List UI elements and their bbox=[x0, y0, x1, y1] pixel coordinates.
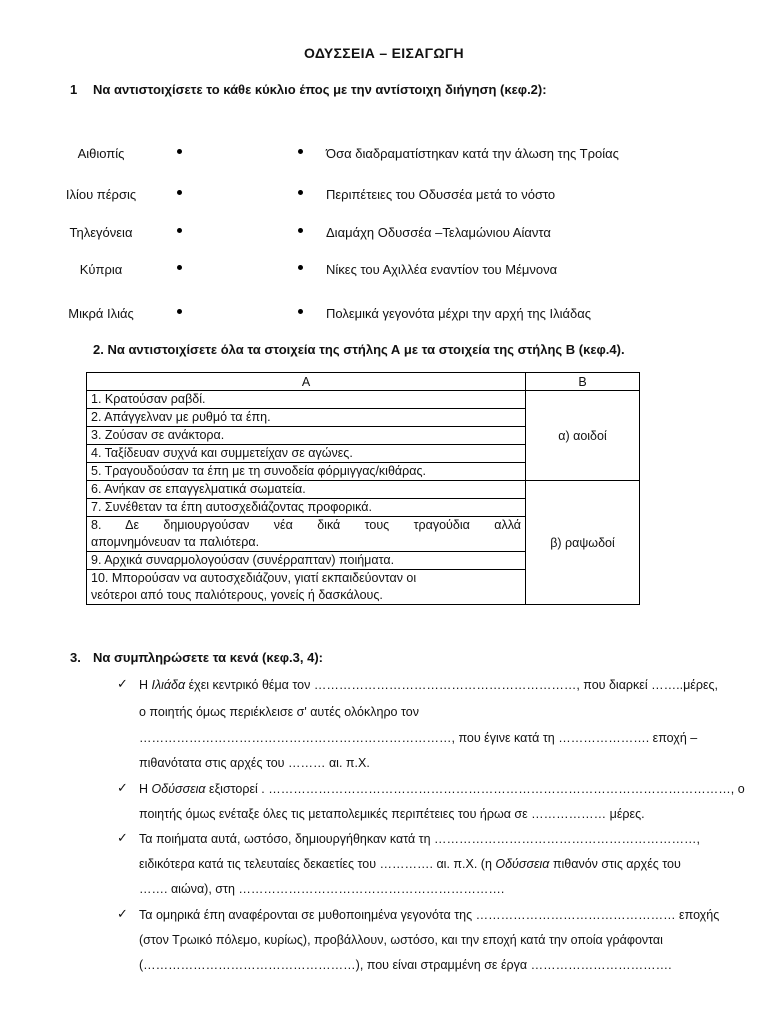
statement-5: 5. Τραγουδούσαν τα έπη με τη συνοδεία φόρμιγγας/κιθάρας. bbox=[87, 463, 526, 481]
check-icon: ✓ bbox=[117, 830, 128, 845]
bullet-right-2 bbox=[298, 190, 303, 195]
table-row bbox=[87, 481, 640, 499]
text-run: ειδικότερα κατά τις τελευταίες δεκαετίες του …………. αι. π.Χ. (η bbox=[139, 857, 496, 871]
fill-blank-1-line-4: πιθανότατα στις αρχές του ……… αι. π.Χ. bbox=[139, 756, 370, 770]
statement-9: 9. Αρχικά συναρμολογούσαν (συνέρραπταν) ποιήματα. bbox=[87, 552, 526, 570]
statement-8-line-1: 8. Δε δημιουργούσαν νέα δικά τους τραγούδια αλλά bbox=[91, 518, 521, 532]
q1-instruction: Να αντιστοιχίσετε το κάθε κύκλιο έπος με την αντίστοιχη διήγηση (κεφ.2): bbox=[93, 82, 547, 97]
narrative-right-4: Νίκες του Αχιλλέα εναντίον του Μέμνονα bbox=[326, 262, 558, 277]
fill-blank-3-line-3: ……. αιώνα), στη ………………………………………………………. bbox=[139, 882, 505, 896]
matching-table bbox=[86, 372, 640, 605]
fill-blank-2-line-1 bbox=[139, 782, 745, 796]
epic-left-4: Κύπρια bbox=[79, 262, 123, 277]
fill-blank-4-line-1: Τα ομηρικά έπη αναφέρονται σε μυθοποιημένα γεγονότα της ………………………………………… εποχής bbox=[139, 908, 720, 922]
epic-left-1: Αιθιοπίς bbox=[77, 146, 125, 161]
statement-10-line-2: νεότεροι από τους παλιότερους, γονείς ή δασκάλους. bbox=[91, 588, 383, 602]
narrative-right-3: Διαμάχη Οδυσσέα –Τελαμώνιου Αίαντα bbox=[326, 225, 551, 240]
page-title: ΟΔΥΣΣΕΙΑ – ΕΙΣΑΓΩΓΗ bbox=[304, 45, 464, 61]
text-run: εξιστορεί . …………………………………………………………………………………………………, ο bbox=[205, 782, 745, 796]
statement-2: 2. Απάγγελναν με ρυθμό τα έπη. bbox=[87, 409, 526, 427]
italic-title: Ιλιάδα bbox=[151, 678, 186, 692]
statement-10-line-1: 10. Μπορούσαν να αυτοσχεδιάζουν, γιατί εκπαιδεύονταν οι bbox=[91, 571, 417, 585]
q3-instruction: Να συμπληρώσετε τα κενά (κεφ.3, 4): bbox=[93, 650, 324, 665]
text-run: πιθανόν στις αρχές του bbox=[549, 857, 681, 871]
statement-4: 4. Ταξίδευαν συχνά και συμμετείχαν σε αγώνες. bbox=[87, 445, 526, 463]
check-icon: ✓ bbox=[117, 780, 128, 795]
statement-3: 3. Ζούσαν σε ανάκτορα. bbox=[87, 427, 526, 445]
fill-blank-1-line-3: …………………………………………………………………, που έγινε κατά τη …………………. εποχή – bbox=[139, 731, 698, 745]
answer-aoidoi: α) αοιδοί bbox=[526, 391, 640, 481]
statement-8-line-2: απομνημόνευαν τα παλιότερα. bbox=[91, 535, 260, 549]
table-header-row bbox=[87, 373, 640, 391]
narrative-right-5: Πολεμικά γεγονότα μέχρι την αρχή της Ιλιάδας bbox=[326, 306, 591, 321]
bullet-right-3 bbox=[298, 228, 303, 233]
bullet-left-4 bbox=[177, 265, 182, 270]
statement-1: 1. Κρατούσαν ραβδί. bbox=[87, 391, 526, 409]
epic-left-2: Ιλίου πέρσις bbox=[65, 187, 137, 202]
statement-7: 7. Συνέθεταν τα έπη αυτοσχεδιάζοντας προφορικά. bbox=[87, 499, 526, 517]
statement-6: 6. Ανήκαν σε επαγγελματικά σωματεία. bbox=[87, 481, 526, 499]
fill-blank-4-line-2: (στον Τρωικό πόλεμο, κυρίως), προβάλλουν, ωστόσο, και την εποχή κατά την οποία γράφονται bbox=[139, 933, 663, 947]
fill-blank-2-line-2: ποιητής όμως ενέταξε όλες τις μεταπολεμικές περιπέτειες του ήρωα σε ……………… μέρες. bbox=[139, 807, 645, 821]
statement-8 bbox=[87, 517, 526, 552]
italic-title: Οδύσσεια bbox=[151, 782, 206, 796]
narrative-right-1: Όσα διαδραματίστηκαν κατά την άλωση της Τροίας bbox=[326, 146, 619, 161]
column-a-header: Α bbox=[87, 373, 526, 391]
check-icon: ✓ bbox=[117, 676, 128, 691]
fill-blank-3-line-2 bbox=[139, 857, 681, 871]
bullet-right-5 bbox=[298, 309, 303, 314]
answer-rapsodoi: β) ραψωδοί bbox=[526, 481, 640, 605]
epic-left-3: Τηλεγόνεια bbox=[69, 225, 133, 240]
q1-number: 1 bbox=[70, 82, 78, 97]
bullet-left-2 bbox=[177, 190, 182, 195]
fill-blank-1-line-2: ο ποιητής όμως περιέκλεισε σ' αυτές ολόκληρο τον bbox=[139, 705, 419, 719]
bullet-left-3 bbox=[177, 228, 182, 233]
italic-title: Οδύσσεια bbox=[495, 857, 550, 871]
text-run: Η bbox=[139, 678, 152, 692]
fill-blank-3-line-1: Τα ποιήματα αυτά, ωστόσο, δημιουργήθηκαν κατά τη ………………………………………………………, bbox=[139, 832, 701, 846]
text-run: Η bbox=[139, 782, 152, 796]
column-b-header: Β bbox=[526, 373, 640, 391]
bullet-left-1 bbox=[177, 149, 182, 154]
bullet-right-4 bbox=[298, 265, 303, 270]
check-icon: ✓ bbox=[117, 906, 128, 921]
bullet-right-1 bbox=[298, 149, 303, 154]
q3-number: 3. bbox=[70, 650, 81, 665]
q2-instruction: 2. Να αντιστοιχίσετε όλα τα στοιχεία της στήλης Α με τα στοιχεία της στήλης Β (κεφ.4). bbox=[93, 342, 625, 357]
fill-blank-4-line-3: (……………………………………………), που είναι στραμμένη σε έργα ……………………………. bbox=[139, 958, 672, 972]
bullet-left-5 bbox=[177, 309, 182, 314]
epic-left-5: Μικρά Ιλιάς bbox=[68, 306, 134, 321]
text-run: έχει κεντρικό θέμα τον ………………………………………………………, που διαρκεί ……..μέρες, bbox=[185, 678, 719, 692]
statement-10 bbox=[87, 570, 526, 605]
table-row bbox=[87, 391, 640, 409]
narrative-right-2: Περιπέτειες του Οδυσσέα μετά το νόστο bbox=[326, 187, 556, 202]
fill-blank-1-line-1 bbox=[139, 678, 718, 692]
